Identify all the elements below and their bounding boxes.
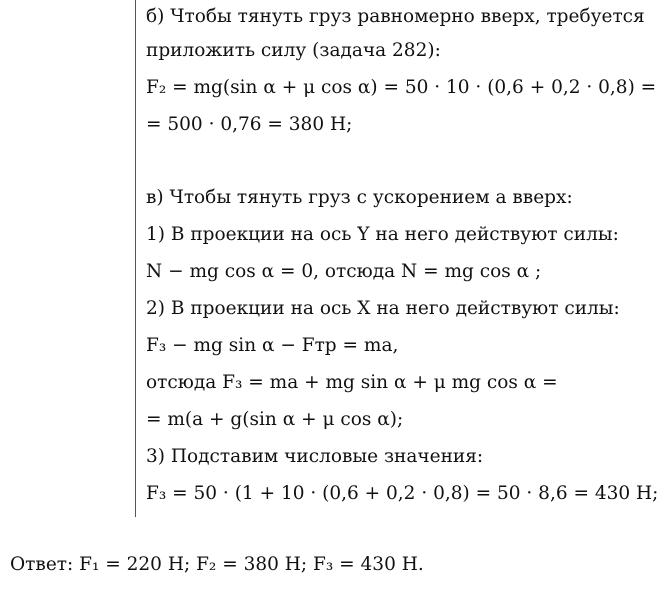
text-line-substitute: 3) Подставим числовые значения: xyxy=(146,446,484,467)
formula-f2-result: = 500 · 0,76 = 380 Н; xyxy=(146,114,353,135)
margin-divider-line xyxy=(135,0,136,517)
formula-normal-force: N − mg cos α = 0, отсюда N = mg cos α ; xyxy=(146,261,542,282)
text-line-projection-x: 2) В проекции на ось X на него действуют силы: xyxy=(146,298,620,319)
text-line-part-v: в) Чтобы тянуть груз с ускорением a вверх: xyxy=(146,187,573,208)
formula-f3-result: F₃ = 50 · (1 + 10 · (0,6 + 0,2 · 0,8) = 50 · 8,6 = 430 Н; xyxy=(146,483,659,504)
formula-f2: F₂ = mg(sin α + μ cos α) = 50 · 10 · (0,6 + 0,2 · 0,8) = xyxy=(146,77,657,98)
text-line-2: приложить силу (задача 282): xyxy=(146,40,441,61)
text-line-projection-y: 1) В проекции на ось Y на него действуют силы: xyxy=(146,224,619,245)
text-line-1: б) Чтобы тянуть груз равномерно вверх, требуется xyxy=(146,6,645,27)
formula-x-projection: F₃ − mg sin α − Fтр = ma, xyxy=(146,335,399,356)
answer-line: Ответ: F₁ = 220 Н; F₂ = 380 Н; F₃ = 430 Н. xyxy=(10,554,424,575)
formula-f3: отсюда F₃ = ma + mg sin α + μ mg cos α = xyxy=(146,372,558,393)
formula-f3-factored: = m(a + g(sin α + μ cos α); xyxy=(146,409,404,430)
